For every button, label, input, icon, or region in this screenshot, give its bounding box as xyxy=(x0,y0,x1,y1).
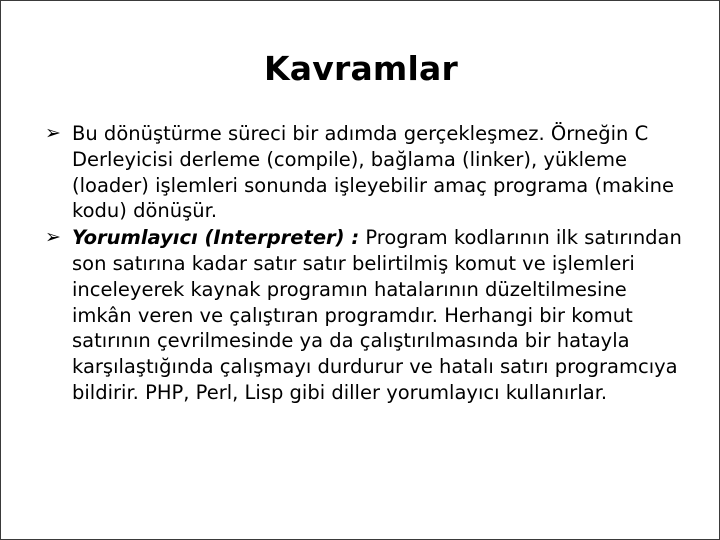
bullet-item xyxy=(45,121,685,224)
bullet-text: Bu dönüştürme süreci bir adımda gerçekleşmez. Örneğin C Derleyicisi derleme (compile), bağlama (linker), yükleme (loader) işlemleri sonunda işleyebilir amaç programa (makine kodu) dönüşür. xyxy=(72,122,675,223)
bullet-text: Program kodlarının ilk satırından son satırına kadar satır satır belirtilmiş komut ve işlemleri inceleyerek kaynak programın hatalarının düzeltilmesine imkân veren ve çalıştıran programdır. Herhangi bir komut satırının çevrilmesinde ya da çalıştırılmasında bir hatayla karşılaştığında çalışmayı durdurur ve hatalı satırı programcıya bildirir. PHP, Perl, Lisp gibi diller yorumlayıcı kullanırlar. xyxy=(72,226,682,404)
bullet-list xyxy=(45,121,685,407)
arrowhead-bullet-icon: ➢ xyxy=(45,122,61,144)
arrowhead-bullet-icon: ➢ xyxy=(45,226,61,249)
bullet-item xyxy=(45,225,685,406)
bullet-term: Yorumlayıcı (Interpreter) : xyxy=(72,226,360,250)
slide-title: Kavramlar xyxy=(264,49,458,88)
